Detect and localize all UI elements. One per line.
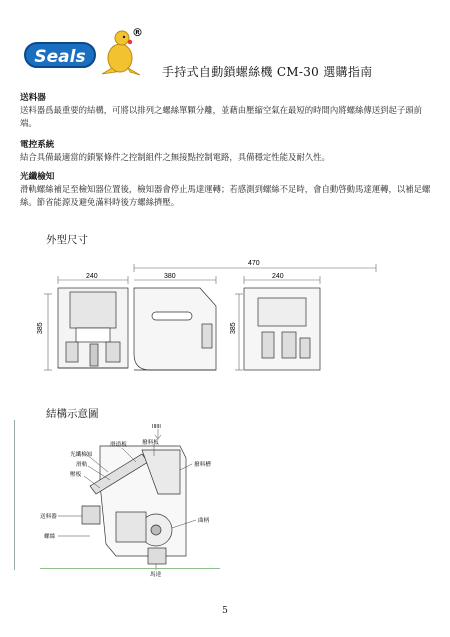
label-motor: 馬達 [150, 572, 162, 578]
dim-front-width: 240 [86, 273, 98, 280]
label-screw: 螺絲 [44, 534, 56, 540]
dimensions-heading [46, 232, 88, 247]
section-title-fiber: 光纖檢知 [20, 172, 55, 182]
dim-height-right: 385 [230, 322, 237, 334]
dimensions-drawing [30, 258, 430, 388]
logo-wordmark: Seals [24, 42, 96, 68]
svg-text:IIIIII: IIIIII [152, 424, 161, 430]
section-body-feeder: 送料器爲最重要的結構，可將以排列之螺絲單顆分離，並藉由壓縮空氣在最短的時間內將螺絲傳送到起子頭前端。 [20, 105, 422, 128]
label-slide-rail: 滑軌 [76, 462, 88, 468]
section-title-feeder: 送料器 [20, 93, 46, 103]
section-body-fiber: 滑軌螺絲補足至檢知器位置後，檢知器會停止馬達運轉；若感測到螺絲不足時，會自動啓動馬達運轉，以補足螺絲。節省能源及避免滿料時後方螺絲擠壓。 [20, 184, 431, 207]
section-title-control: 電控系統 [20, 140, 55, 150]
dim-rear-width: 240 [272, 273, 284, 280]
structure-bottom-rule [40, 568, 220, 569]
label-screw-plate: 滑道板 [110, 442, 127, 448]
structure-side-rule [14, 420, 15, 570]
dim-side-width: 380 [164, 273, 176, 280]
dimensions-heading-text: 外型尺寸 [46, 234, 88, 246]
section-body-control: 結合具備最適當的鎖緊條件之控制組件之無接點控制電路，具備穩定性能及耐久性。 [20, 152, 330, 162]
label-fiber-sensor: 光纖檢知 [70, 452, 93, 458]
label-press-plate: 壓板 [70, 472, 82, 478]
label-feed-plate: 撥料板 [142, 440, 159, 446]
registered-mark: ® [132, 26, 143, 39]
dim-height-left: 385 [37, 322, 44, 334]
label-feeder: 送料器 [40, 514, 57, 520]
structure-drawing [30, 424, 270, 578]
structure-heading [46, 406, 99, 421]
dim-total-width: 470 [248, 260, 260, 267]
page-number: 5 [222, 606, 228, 616]
label-crank: 曲柄 [198, 518, 210, 524]
label-screw-trough: 撥料槽 [194, 462, 211, 468]
structure-heading-text: 結構示意圖 [46, 408, 99, 420]
document-title: 手持式自動鎖螺絲機 CM-30 選購指南 [162, 65, 373, 79]
